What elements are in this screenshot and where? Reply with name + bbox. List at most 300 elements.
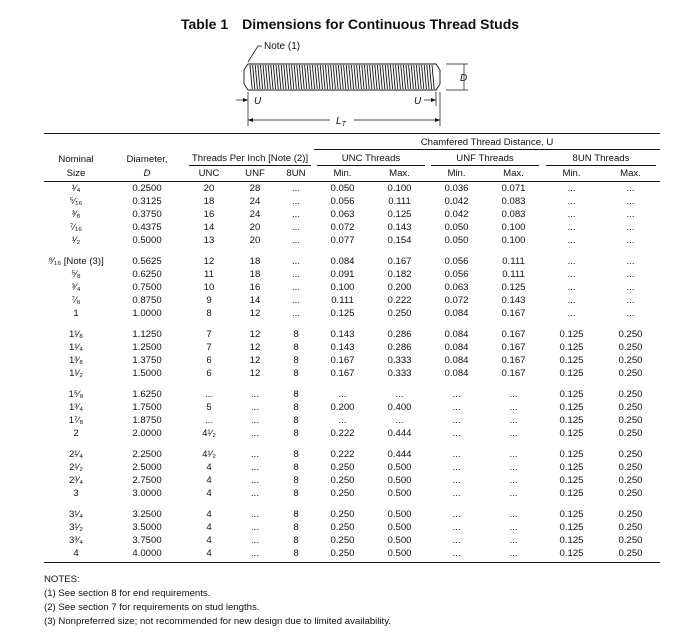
- 8un-tpi-cell: ...: [292, 196, 300, 207]
- 8un-min-cell: 0.125: [559, 428, 584, 439]
- unc-min-cell: 0.250: [330, 535, 355, 546]
- unf-max-cell: 0.083: [501, 209, 526, 220]
- unc-min-cell: 0.250: [314, 547, 371, 563]
- unc-min-cell: 0.250: [330, 509, 355, 520]
- table-title-text: Dimensions for Continuous Thread Studs: [242, 16, 520, 32]
- unc-tpi-cell: 11: [204, 269, 214, 280]
- unf-tpi-cell: 14: [249, 295, 261, 306]
- unc-max-cell: 0.143: [387, 222, 412, 233]
- unf-min-cell: ...: [452, 415, 461, 426]
- unf-max-cell: 0.100: [501, 235, 526, 246]
- unf-min-cell: 0.072: [444, 295, 469, 306]
- table-row: [44, 547, 660, 563]
- unf-min-cell: 0.084: [444, 355, 469, 366]
- 8un-min-cell: 0.125: [559, 475, 584, 486]
- 8un-max-cell: ...: [626, 209, 635, 220]
- 8un-tpi-cell: 8: [293, 402, 299, 413]
- unf-threads-header: UNF Threads: [428, 152, 542, 166]
- size-cell: 1³⁄₈: [68, 355, 84, 366]
- group-spacer: [44, 320, 660, 328]
- unf-tpi-cell: ...: [251, 522, 259, 533]
- diameter-cell: 2.7500: [132, 475, 162, 486]
- 8un-min-cell: 0.125: [559, 415, 584, 426]
- 8un-min-cell: 0.125: [559, 329, 584, 340]
- unf-tpi-cell: 20: [249, 235, 261, 246]
- unc-min-cell: 0.250: [330, 462, 355, 473]
- unc-max-cell: ...: [395, 415, 404, 426]
- unf-max-cell: 0.167: [501, 355, 526, 366]
- unc-max-cell: 0.222: [387, 295, 412, 306]
- table-row: [44, 401, 660, 414]
- diameter-cell: 3.5000: [132, 522, 162, 533]
- 8un-max-cell: ...: [626, 308, 635, 319]
- unc-tpi-cell: 13: [203, 235, 215, 246]
- diameter-cell: 0.7500: [132, 282, 162, 293]
- unf-max-cell: ...: [509, 509, 518, 520]
- 8un-max-cell: 0.250: [618, 415, 643, 426]
- unc-max-cell: 0.182: [387, 269, 412, 280]
- 8un-max-cell: 0.250: [618, 462, 643, 473]
- diameter-symbol-header: D: [108, 166, 186, 182]
- 8un-min-cell: 0.125: [559, 389, 584, 400]
- unc-tpi-cell: 18: [203, 196, 215, 207]
- unf-tpi-cell: 28: [249, 183, 261, 194]
- unf-min-cell: 0.036: [444, 183, 469, 194]
- table-row: [44, 328, 660, 341]
- diameter-cell: 3.2500: [132, 509, 162, 520]
- unf-tpi-cell: 24: [249, 209, 261, 220]
- size-cell: 2¹⁄₄: [68, 449, 84, 460]
- diameter-cell: 0.8750: [132, 295, 162, 306]
- unc-tpi-cell: 4: [206, 522, 212, 533]
- table-row: [44, 307, 660, 320]
- unf-header: UNF: [232, 166, 278, 182]
- unc-min-cell: 0.125: [330, 308, 355, 319]
- unc-max-cell: 0.444: [387, 428, 412, 439]
- size-cell: 1³⁄₄: [68, 402, 84, 413]
- unc-min-cell: 0.050: [330, 183, 355, 194]
- 8un-tpi-cell: 8: [293, 535, 299, 546]
- unf-max-cell: ...: [509, 535, 518, 546]
- unf-max-cell: 0.111: [502, 256, 525, 267]
- unf-max-cell: 0.083: [501, 196, 526, 207]
- table-row: [44, 427, 660, 440]
- table-row: [44, 367, 660, 380]
- unc-max-cell: 0.250: [387, 308, 412, 319]
- table-body: [44, 182, 660, 563]
- unf-tpi-cell: 18: [249, 269, 261, 280]
- unf-min-cell: ...: [452, 522, 461, 533]
- unc-tpi-cell: 7: [206, 329, 212, 340]
- diameter-cell: 1.1250: [132, 329, 162, 340]
- 8un-min-cell: 0.125: [559, 488, 584, 499]
- unf-max-cell: 0.125: [501, 282, 526, 293]
- unf-tpi-cell: 20: [249, 222, 261, 233]
- unf-tpi-cell: ...: [251, 402, 259, 413]
- unc-max-cell: 0.500: [371, 547, 428, 563]
- 8un-min-cell: 0.125: [559, 535, 584, 546]
- chamfer-group-header: Chamfered Thread Distance, U: [314, 134, 660, 152]
- unc-min-cell: 0.056: [330, 196, 355, 207]
- 8un-max-cell: ...: [626, 256, 635, 267]
- unf-max-cell: ...: [509, 402, 518, 413]
- 8un-tpi-cell: 8: [293, 428, 299, 439]
- 8un-max-cell: 0.250: [601, 547, 660, 563]
- unc-tpi-cell: 4: [206, 509, 212, 520]
- diameter-cell: 1.7500: [132, 402, 162, 413]
- unf-min-cell: 0.042: [444, 196, 469, 207]
- 8un-min-cell: ...: [567, 295, 576, 306]
- 8un-header: 8UN: [278, 166, 314, 182]
- unc-min-cell: 0.091: [330, 269, 355, 280]
- unf-min-cell: 0.084: [444, 308, 469, 319]
- 8un-tpi-cell: 8: [278, 547, 314, 563]
- unc-max-cell: 0.500: [387, 509, 412, 520]
- unc-max-cell: 0.100: [387, 183, 412, 194]
- unc-max-cell: 0.444: [387, 449, 412, 460]
- unc-tpi-cell: 9: [206, 295, 212, 306]
- size-cell: 2³⁄₄: [68, 475, 84, 486]
- unc-min-cell: 0.222: [330, 449, 355, 460]
- unc-max-header: Max.: [371, 166, 428, 182]
- 8un-tpi-cell: ...: [292, 209, 300, 220]
- 8un-tpi-cell: ...: [292, 308, 300, 319]
- size-cell: ⁷⁄₈: [71, 295, 81, 306]
- unf-min-cell: ...: [452, 428, 461, 439]
- unf-min-cell: ...: [452, 389, 461, 400]
- 8un-min-header: Min.: [542, 166, 601, 182]
- group-spacer: [44, 500, 660, 508]
- unc-tpi-cell: 4: [186, 547, 232, 563]
- 8un-tpi-cell: 8: [293, 475, 299, 486]
- 8un-tpi-cell: ...: [292, 282, 300, 293]
- unc-tpi-cell: 16: [203, 209, 215, 220]
- unc-tpi-cell: 8: [206, 308, 212, 319]
- unc-tpi-cell: 14: [203, 222, 215, 233]
- unc-min-cell: 0.250: [330, 488, 355, 499]
- 8un-min-cell: 0.125: [559, 462, 584, 473]
- 8un-max-cell: 0.250: [618, 488, 643, 499]
- dim-u-left-label: U: [254, 96, 262, 107]
- unc-tpi-cell: ...: [205, 415, 213, 426]
- unf-tpi-cell: 12: [249, 308, 261, 319]
- 8un-max-cell: ...: [626, 269, 635, 280]
- unc-min-cell: 0.222: [330, 428, 355, 439]
- size-cell: ⁷⁄₁₆: [69, 222, 83, 233]
- unc-max-cell: 0.400: [387, 402, 412, 413]
- unc-min-cell: 0.250: [330, 475, 355, 486]
- table-row: [44, 448, 660, 461]
- unf-tpi-cell: 12: [249, 355, 261, 366]
- diameter-cell: 1.8750: [132, 415, 162, 426]
- unf-min-cell: ...: [452, 462, 461, 473]
- table-row: [44, 182, 660, 196]
- diameter-cell: 1.2500: [132, 342, 162, 353]
- unc-min-cell: ...: [338, 415, 347, 426]
- unf-min-cell: 0.084: [444, 342, 469, 353]
- 8un-min-cell: 0.125: [559, 449, 584, 460]
- table-row: [44, 508, 660, 521]
- diameter-cell: 2.0000: [132, 428, 162, 439]
- 8un-tpi-cell: 8: [293, 488, 299, 499]
- notes-section: [44, 573, 391, 629]
- unc-tpi-cell: 4: [206, 488, 212, 499]
- 8un-max-cell: 0.250: [618, 368, 643, 379]
- size-cell: ³⁄₈: [71, 209, 81, 220]
- table-row: [44, 268, 660, 281]
- unc-tpi-cell: 6: [206, 355, 212, 366]
- unc-max-cell: 0.333: [387, 355, 412, 366]
- size-cell: ⁵⁄₈: [71, 269, 81, 280]
- unc-min-cell: 0.143: [330, 342, 355, 353]
- 8un-min-cell: ...: [567, 196, 576, 207]
- 8un-max-cell: ...: [626, 183, 635, 194]
- unf-max-cell: ...: [509, 428, 518, 439]
- diameter-cell: 4.0000: [108, 547, 186, 563]
- diameter-cell: 3.0000: [132, 488, 162, 499]
- size-cell: ⁵⁄₁₆: [69, 196, 83, 207]
- unc-tpi-cell: 4¹⁄₂: [202, 428, 216, 439]
- group-spacer: [44, 380, 660, 388]
- table-number: Table 1: [180, 16, 229, 32]
- diameter-cell: 2.2500: [132, 449, 162, 460]
- group-spacer: [44, 247, 660, 255]
- unf-min-cell: 0.084: [444, 368, 469, 379]
- table-row: [44, 487, 660, 500]
- unf-max-cell: ...: [509, 522, 518, 533]
- 8un-max-cell: ...: [626, 295, 635, 306]
- 8un-max-cell: ...: [626, 235, 635, 246]
- unc-max-cell: ...: [395, 389, 404, 400]
- unc-min-cell: 0.100: [330, 282, 355, 293]
- dim-u-right-label: U: [414, 96, 422, 107]
- unf-max-cell: ...: [509, 462, 518, 473]
- 8un-tpi-cell: ...: [292, 256, 300, 267]
- diameter-cell: 0.6250: [132, 269, 162, 280]
- unc-tpi-cell: 4: [206, 462, 212, 473]
- unc-max-cell: 0.154: [387, 235, 412, 246]
- stud-diagram-svg: [224, 34, 484, 130]
- 8un-max-cell: 0.250: [618, 342, 643, 353]
- unc-tpi-cell: 12: [203, 256, 215, 267]
- 8un-min-cell: ...: [567, 209, 576, 220]
- 8un-min-cell: 0.125: [559, 342, 584, 353]
- 8un-tpi-cell: ...: [292, 183, 300, 194]
- unc-max-cell: 0.500: [387, 522, 412, 533]
- diameter-cell: 2.5000: [132, 462, 162, 473]
- 8un-max-cell: ...: [626, 196, 635, 207]
- unf-max-cell: ...: [485, 547, 542, 563]
- unf-tpi-cell: 12: [249, 342, 261, 353]
- unf-min-cell: ...: [428, 547, 485, 563]
- note-leader-line: [248, 46, 262, 62]
- size-cell: 2: [73, 428, 79, 439]
- lt-right-arrow: [435, 118, 440, 122]
- table-row: [44, 195, 660, 208]
- 8un-max-cell: 0.250: [618, 449, 643, 460]
- unc-max-cell: 0.333: [387, 368, 412, 379]
- note-3: (3) Nonpreferred size; not recommended for new design due to limited availability.: [44, 616, 391, 627]
- table-row: [44, 461, 660, 474]
- unf-tpi-cell: 24: [249, 196, 261, 207]
- unc-max-cell: 0.200: [387, 282, 412, 293]
- 8un-tpi-cell: 8: [293, 462, 299, 473]
- unf-min-cell: ...: [452, 535, 461, 546]
- size-cell: 1⁷⁄₈: [68, 415, 84, 426]
- 8un-max-cell: ...: [626, 282, 635, 293]
- dim-lt-label: $L_T$: [336, 116, 346, 128]
- unf-max-cell: ...: [509, 449, 518, 460]
- note-label: Note (1): [264, 41, 301, 52]
- 8un-max-cell: 0.250: [618, 522, 643, 533]
- unf-tpi-cell: ...: [232, 547, 278, 563]
- table-row: [44, 534, 660, 547]
- diameter-cell: 0.5625: [132, 256, 162, 267]
- size-cell: 1¹⁄₈: [68, 329, 84, 340]
- 8un-min-cell: ...: [567, 183, 576, 194]
- unf-tpi-cell: ...: [251, 509, 259, 520]
- 8un-min-cell: 0.125: [559, 402, 584, 413]
- 8un-max-header: Max.: [601, 166, 660, 182]
- unf-tpi-cell: ...: [251, 449, 259, 460]
- unf-tpi-cell: ...: [251, 428, 259, 439]
- unf-max-cell: ...: [509, 415, 518, 426]
- 8un-tpi-cell: 8: [293, 368, 299, 379]
- 8un-min-cell: 0.125: [559, 368, 584, 379]
- diameter-cell: 0.5000: [132, 235, 162, 246]
- size-cell: 1¹⁄₂: [69, 368, 83, 379]
- unc-tpi-cell: 6: [206, 368, 212, 379]
- 8un-max-cell: 0.250: [618, 535, 643, 546]
- 8un-max-cell: 0.250: [618, 329, 643, 340]
- 8un-min-cell: 0.125: [559, 522, 584, 533]
- unf-tpi-cell: 18: [249, 256, 261, 267]
- 8un-min-cell: ...: [567, 256, 576, 267]
- table-row: [44, 388, 660, 401]
- unf-tpi-cell: 16: [249, 282, 261, 293]
- unf-min-cell: 0.050: [444, 222, 469, 233]
- 8un-max-cell: 0.250: [618, 402, 643, 413]
- unc-max-cell: 0.286: [387, 342, 412, 353]
- unf-max-cell: ...: [509, 389, 518, 400]
- 8un-tpi-cell: ...: [292, 269, 300, 280]
- 8un-max-cell: 0.250: [618, 389, 643, 400]
- 8un-min-cell: ...: [567, 308, 576, 319]
- table-row: [44, 255, 660, 268]
- unf-max-header: Max.: [485, 166, 542, 182]
- table-row: [44, 521, 660, 534]
- unf-tpi-cell: ...: [251, 535, 259, 546]
- unc-tpi-cell: 5: [206, 402, 212, 413]
- diameter-cell: 0.3125: [132, 196, 162, 207]
- diameter-cell: 0.4375: [132, 222, 162, 233]
- unf-min-cell: 0.050: [444, 235, 469, 246]
- unf-tpi-cell: 12: [249, 329, 261, 340]
- unf-max-cell: 0.111: [502, 269, 525, 280]
- unf-tpi-cell: ...: [251, 475, 259, 486]
- unf-tpi-cell: 12: [249, 368, 261, 379]
- unf-min-cell: ...: [452, 488, 461, 499]
- group-spacer: [44, 440, 660, 448]
- diameter-cell: 3.7500: [132, 535, 162, 546]
- unf-min-cell: ...: [452, 449, 461, 460]
- unc-max-cell: 0.500: [387, 462, 412, 473]
- unf-max-cell: ...: [509, 488, 518, 499]
- table-title: [0, 16, 700, 32]
- u-right-arrow: [431, 98, 436, 102]
- notes-heading: NOTES:: [44, 574, 80, 585]
- size-cell: 1¹⁄₄: [68, 342, 84, 353]
- 8un-min-cell: ...: [567, 282, 576, 293]
- 8un-min-cell: ...: [567, 235, 576, 246]
- unc-tpi-cell: 4: [206, 535, 212, 546]
- unf-tpi-cell: ...: [251, 488, 259, 499]
- 8un-max-cell: 0.250: [618, 428, 643, 439]
- unf-min-cell: ...: [452, 402, 461, 413]
- 8un-max-cell: 0.250: [618, 355, 643, 366]
- 8un-max-cell: ...: [626, 222, 635, 233]
- unf-max-cell: 0.167: [501, 329, 526, 340]
- unf-max-cell: 0.167: [501, 368, 526, 379]
- table-row: [44, 414, 660, 427]
- table-row: [44, 221, 660, 234]
- unc-min-cell: 0.167: [330, 355, 355, 366]
- size-cell: 1⁵⁄₈: [68, 389, 84, 400]
- diameter-cell: 1.3750: [132, 355, 162, 366]
- unc-threads-header: UNC Threads: [314, 152, 428, 166]
- tpi-group-header: Threads Per Inch [Note (2)]: [186, 152, 314, 166]
- unc-tpi-cell: 4¹⁄₂: [202, 449, 216, 460]
- unc-min-cell: 0.077: [330, 235, 355, 246]
- 8un-tpi-cell: 8: [293, 522, 299, 533]
- 8un-tpi-cell: ...: [292, 222, 300, 233]
- diameter-cell: 0.2500: [132, 183, 162, 194]
- unf-tpi-cell: ...: [251, 415, 259, 426]
- unc-min-cell: 0.072: [330, 222, 355, 233]
- unc-min-cell: 0.063: [330, 209, 355, 220]
- note-2: (2) See section 7 for requirements on stud lengths.: [44, 602, 260, 613]
- size-cell: 2¹⁄₂: [69, 462, 83, 473]
- size-cell: ⁹⁄₁₆ [Note (3)]: [48, 256, 104, 267]
- 8un-max-cell: 0.250: [618, 509, 643, 520]
- unf-max-cell: 0.071: [501, 183, 526, 194]
- unc-tpi-cell: 20: [203, 183, 215, 194]
- unf-min-cell: 0.042: [444, 209, 469, 220]
- table-row: [44, 208, 660, 221]
- table-row: [44, 234, 660, 247]
- 8un-min-cell: 0.125: [559, 509, 584, 520]
- table-row: [44, 341, 660, 354]
- 8un-tpi-cell: 8: [293, 389, 299, 400]
- unf-min-cell: 0.084: [444, 329, 469, 340]
- unc-max-cell: 0.125: [387, 209, 412, 220]
- 8un-max-cell: 0.250: [618, 475, 643, 486]
- unf-tpi-cell: ...: [251, 389, 259, 400]
- 8un-tpi-cell: 8: [293, 342, 299, 353]
- unf-min-cell: 0.056: [444, 256, 469, 267]
- unf-tpi-cell: ...: [251, 462, 259, 473]
- 8un-threads-header: 8UN Threads: [542, 152, 660, 166]
- table-row: [44, 281, 660, 294]
- unc-min-cell: 0.111: [331, 295, 354, 306]
- size-cell: ¹⁄₄: [71, 183, 81, 194]
- diameter-cell: 1.0000: [132, 308, 162, 319]
- dim-d-label: D: [460, 73, 468, 84]
- 8un-tpi-cell: 8: [293, 329, 299, 340]
- unc-max-cell: 0.167: [387, 256, 412, 267]
- unf-max-cell: ...: [509, 475, 518, 486]
- unc-min-cell: 0.250: [330, 522, 355, 533]
